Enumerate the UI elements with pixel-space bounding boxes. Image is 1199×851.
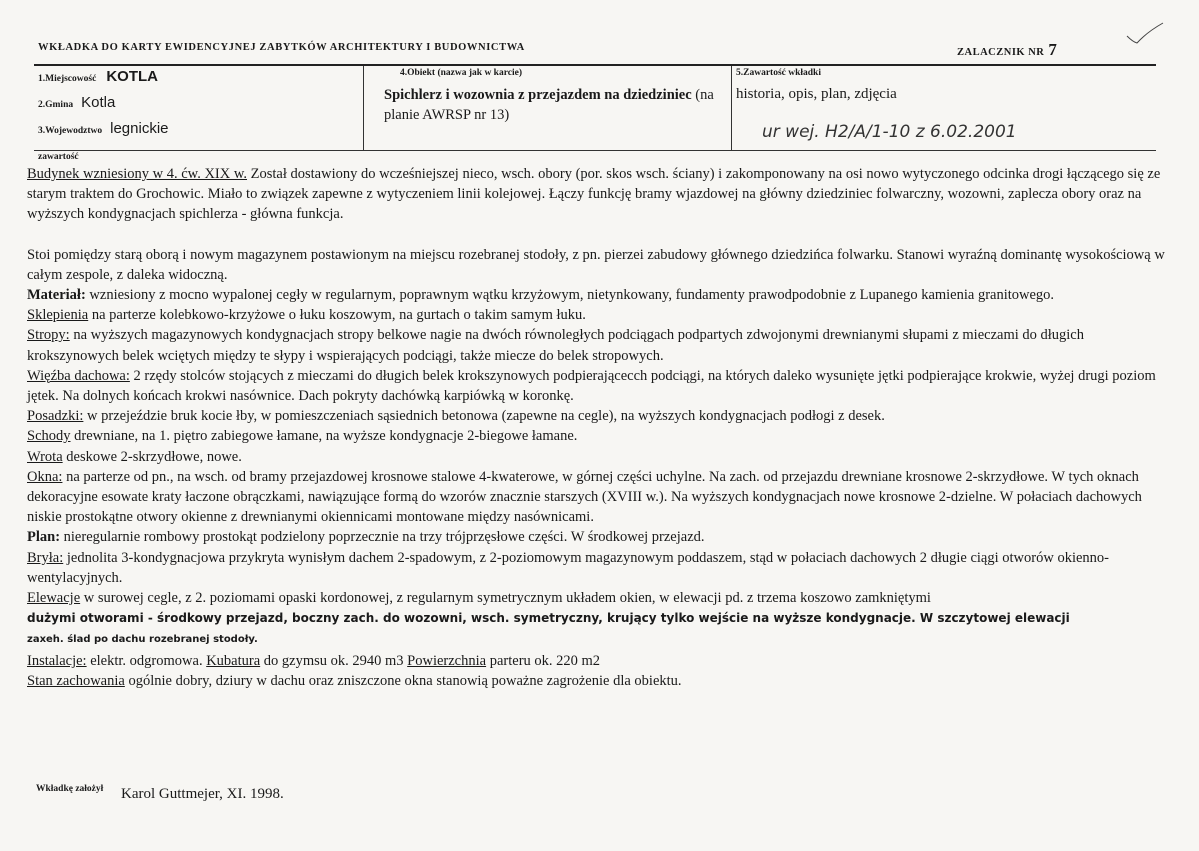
handwritten-note: ur wej. H2/A/1-10 z 6.02.2001 <box>762 122 1017 142</box>
roof-truss-label: Więźba dachowa: <box>27 367 130 384</box>
floors-label: Posadzki: <box>27 408 84 425</box>
paragraph-roof-truss <box>27 366 1175 406</box>
wojewodztwo-label: 3.Wojewodztwo <box>38 126 103 136</box>
material-text: wzniesiony z mocno wypalonej cegły w regularnym, poprawnym wątku krzyżowym, nietynkowany, fundamenty prawodpodobnie z Lupanego kamienia granitowego. <box>85 287 1055 304</box>
area-label: Powierzchnia <box>407 652 487 669</box>
object-column <box>363 66 732 150</box>
stairs-text: drewniane, na 1. piętro zabiegowe łamane, na wyższe kondygnacje 2-biegowe łamane. <box>70 428 578 445</box>
elevations-label: Elewacje <box>27 590 81 607</box>
location-column <box>34 66 363 150</box>
plan-text: nieregularnie rombowy prostokąt podzielony poprzecznie na trzy trójprzęsłowe części. W środkowej przejazd. <box>60 529 705 546</box>
miejscowosc-value: KOTLA <box>106 68 158 85</box>
material-label: Materiał: <box>27 287 86 304</box>
object-name <box>384 85 724 125</box>
gmina-row <box>38 94 115 112</box>
condition-text: ogólnie dobry, dziury w dachu oraz zniszczone okna stanowią poważne zagrożenie dla obiektu. <box>124 672 682 689</box>
stairs-label: Schody <box>27 428 71 445</box>
description-body <box>27 164 1175 691</box>
elevations-text-typed-end: zaxeh. ślad po dachu rozebranej stodoły. <box>27 634 258 646</box>
roof-truss-text: 2 rzędy stolców stojących z mieczami do długich belek krokszynowych podpierającecch podciągi, na których daleko wysunięte jętki podpierające krokwie, wyżej drugi poziom jętek. Na dolnych końcach krokwi nasównice. Dach pokryty dachówką karpiówką w koronkę. <box>27 367 1156 405</box>
volume-text: do gzymsu ok. 2940 m3 <box>260 652 408 669</box>
annex-label-text: ZALACZNIK NR <box>957 47 1045 58</box>
paragraph-installations <box>27 651 1175 671</box>
annex-label <box>957 40 1057 60</box>
area-text: parteru ok. 220 m2 <box>486 652 601 669</box>
header-table <box>34 64 1156 151</box>
windows-text: na parterze od pn., na wsch. od bramy przejazdowej krosnowe stalowe 4-kwaterowe, w górnej części uchylne. Na zach. od przejazdu drewniane krosnowe 2-skrzydłowe. W tych oknach dekoracyjne esowate kraty łaczone obrączkami, nawiązujące formą do wzorów znacznie starszych (XVIII w.). Na wyższych kondygnacjach nowe krosnowe 2-dzielne. W połaciach dachowych niskie prostokątne otwory okienne z drewnianymi okiennicami montowane między nasównicami. <box>27 468 1142 526</box>
wojewodztwo-value: legnickie <box>110 120 169 137</box>
paragraph-history <box>27 164 1175 225</box>
paragraph-elevations <box>27 588 1175 651</box>
history-lead: Budynek wzniesiony w 4. ćw. XIX w. <box>27 166 248 182</box>
gmina-value: Kotla <box>81 94 116 111</box>
contents-column <box>731 66 1157 150</box>
paragraph-windows <box>27 467 1175 528</box>
paragraph-massing <box>27 548 1175 588</box>
plan-label: Plan: <box>27 529 61 546</box>
elevations-text: w surowej cegle, z 2. poziomami opaski kordonowej, z regularnym symetrycznym układem okien, w elewacji pd. z trzema koszowo zamkniętymi <box>80 590 931 607</box>
paragraph-condition <box>27 671 1175 691</box>
elevations-text-typed: dużymi otworami - środkowy przejazd, boczny zach. do wozowni, wsch. symetryczny, krujący tylko wejście na wyższe kondygnacje. W szczytowej elewacji <box>27 611 1070 626</box>
paragraph-location: Stoi pomiędzy starą oborą i nowym magazynem postawionym na miejscu rozebranej stodoły, z pn. pierzei zabudowy głównego dziedzińca folwarku. Stanowi wyraźną dominantę wysokościową w całym zespole, z daleka widoczną. <box>27 246 1165 283</box>
object-label: 4.Obiekt (nazwa jak w karcie) <box>400 68 522 78</box>
massing-text: jednolita 3-kondygnacjowa przykryta wynisłym dachem 2-spadowym, z 2-poziomowym magazynowym poddaszem, stąd w połaciach dachowych 2 długie ciągi otworów okienno-wentylacyjnych. <box>27 549 1109 586</box>
document-title: WKŁADKA DO KARTY EWIDENCYJNEJ ZABYTKÓW ARCHITEKTURY I BUDOWNICTWA <box>38 42 525 53</box>
massing-label: Bryła: <box>27 549 64 566</box>
vaults-text: na parterze kolebkowo-krzyżowe o łuku koszowym, na gurtach o takim samym łuku. <box>88 307 586 324</box>
windows-label: Okna: <box>27 468 63 485</box>
miejscowosc-label: 1.Miejscowość <box>38 74 97 84</box>
paragraph-gates <box>27 447 1175 467</box>
wojewodztwo-row <box>38 120 169 138</box>
condition-label: Stan zachowania <box>27 672 125 689</box>
miejscowosc-row <box>38 68 158 86</box>
paragraph-floors <box>27 406 1175 426</box>
history-text: Został dostawiony do wcześniejszej nieco, wsch. obory (por. skos wsch. ściany) i zakomponowany na osi nowo wytyczonego odcinka drogi łączącego się ze starym traktem do Grochowic. Miało to związek zapewne z wytyczeniem linii kolejowej. Łączy funkcję bramy wjazdowej na główny dziedziniec folwarczny, wozowni, zaplecza obory oraz na wyższych kondygnacjach spichlerza - główna funkcja. <box>27 166 1161 223</box>
installations-text: elektr. odgromowa. <box>86 652 207 669</box>
gates-text: deskowe 2-skrzydłowe, nowe. <box>62 448 242 465</box>
paragraph-plan <box>27 527 1175 547</box>
object-name-bold: Spichlerz i wozownia z przejazdem na dziedziniec <box>384 87 692 103</box>
contents-value: historia, opis, plan, zdjęcia <box>736 86 897 102</box>
paragraph-stairs <box>27 426 1175 446</box>
floors-text: w przejeździe bruk kocie łby, w pomieszczeniach sąsiednich betonowa (zapewne na cegle), na wyższych kondygnacjach podłogi z desek. <box>83 408 885 425</box>
object-name-note: (na planie AWRSP nr 13) <box>384 87 714 123</box>
contents-label: 5.Zawartość wkładki <box>736 68 821 78</box>
gmina-label: 2.Gmina <box>38 100 74 110</box>
installations-label: Instalacje: <box>27 652 87 669</box>
contents-heading: zawartość <box>38 152 79 162</box>
annex-number: 7 <box>1048 40 1058 59</box>
volume-label: Kubatura <box>206 652 261 669</box>
gates-label: Wrota <box>27 448 63 465</box>
paragraph-material <box>27 285 1175 305</box>
ceilings-text: na wyższych magazynowych kondygnacjach stropy belkowe nagie na dwóch równoległych podciągach podpartych zdwojonymi drewnianymi słupami z mieczami do długich krokszynowych belek wciętych między te słypy i wspierających podciągi, także miecze do belek stropowych. <box>27 327 1084 364</box>
vaults-label: Sklepienia <box>27 307 89 324</box>
ceilings-label: Stropy: <box>27 327 70 344</box>
author-label: Wkładkę założył <box>36 784 104 794</box>
paragraph-vaults <box>27 305 1175 325</box>
author-value: Karol Guttmejer, XI. 1998. <box>121 786 284 802</box>
check-mark-icon <box>1125 22 1165 46</box>
paragraph-ceilings <box>27 325 1175 365</box>
